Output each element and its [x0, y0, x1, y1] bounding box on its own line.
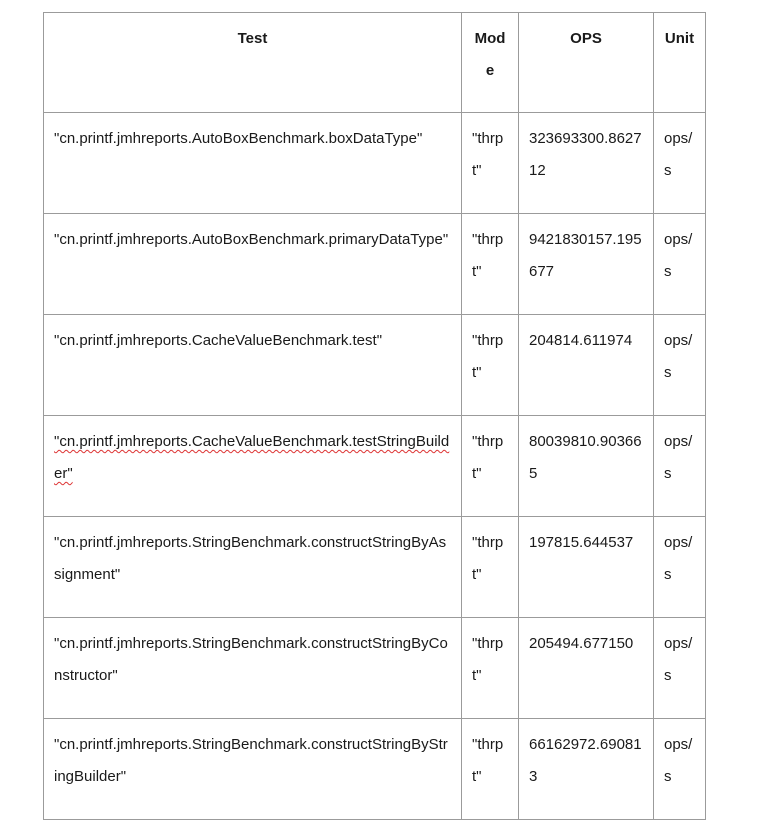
- cell-test: "cn.printf.jmhreports.StringBenchmark.constructStringByAssignment": [44, 517, 462, 618]
- cell-unit: ops/s: [654, 315, 706, 416]
- cell-mode: "thrpt": [462, 719, 519, 820]
- cell-ops: 323693300.862712: [519, 113, 654, 214]
- table-row: [44, 315, 706, 416]
- cell-ops: 197815.644537: [519, 517, 654, 618]
- cell-test: "cn.printf.jmhreports.CacheValueBenchmark.test": [44, 315, 462, 416]
- table-row: [44, 719, 706, 820]
- benchmark-table: [43, 12, 706, 820]
- cell-ops: 205494.677150: [519, 618, 654, 719]
- header-ops: OPS: [519, 13, 654, 113]
- cell-test: "cn.printf.jmhreports.AutoBoxBenchmark.primaryDataType": [44, 214, 462, 315]
- cell-mode: "thrpt": [462, 113, 519, 214]
- cell-test: "cn.printf.jmhreports.StringBenchmark.constructStringByConstructor": [44, 618, 462, 719]
- table-row: [44, 214, 706, 315]
- cell-ops: 66162972.690813: [519, 719, 654, 820]
- cell-unit: ops/s: [654, 113, 706, 214]
- table-row: [44, 113, 706, 214]
- cell-unit: ops/s: [654, 719, 706, 820]
- cell-unit: ops/s: [654, 517, 706, 618]
- cell-mode: "thrpt": [462, 416, 519, 517]
- table-header-row: [44, 13, 706, 113]
- cell-ops: 9421830157.195677: [519, 214, 654, 315]
- header-test: Test: [44, 13, 462, 113]
- header-unit: Unit: [654, 13, 706, 113]
- table-row: [44, 416, 706, 517]
- table-row: [44, 618, 706, 719]
- cell-test: "cn.printf.jmhreports.AutoBoxBenchmark.boxDataType": [44, 113, 462, 214]
- cell-unit: ops/s: [654, 416, 706, 517]
- cell-test: "cn.printf.jmhreports.CacheValueBenchmark.testStringBuilder": [44, 416, 462, 517]
- cell-unit: ops/s: [654, 214, 706, 315]
- cell-mode: "thrpt": [462, 214, 519, 315]
- cell-mode: "thrpt": [462, 315, 519, 416]
- cell-mode: "thrpt": [462, 517, 519, 618]
- cell-mode: "thrpt": [462, 618, 519, 719]
- header-mode: Mode: [462, 13, 519, 113]
- cell-unit: ops/s: [654, 618, 706, 719]
- cell-ops: 80039810.903665: [519, 416, 654, 517]
- cell-ops: 204814.611974: [519, 315, 654, 416]
- table-row: [44, 517, 706, 618]
- cell-test: "cn.printf.jmhreports.StringBenchmark.constructStringByStringBuilder": [44, 719, 462, 820]
